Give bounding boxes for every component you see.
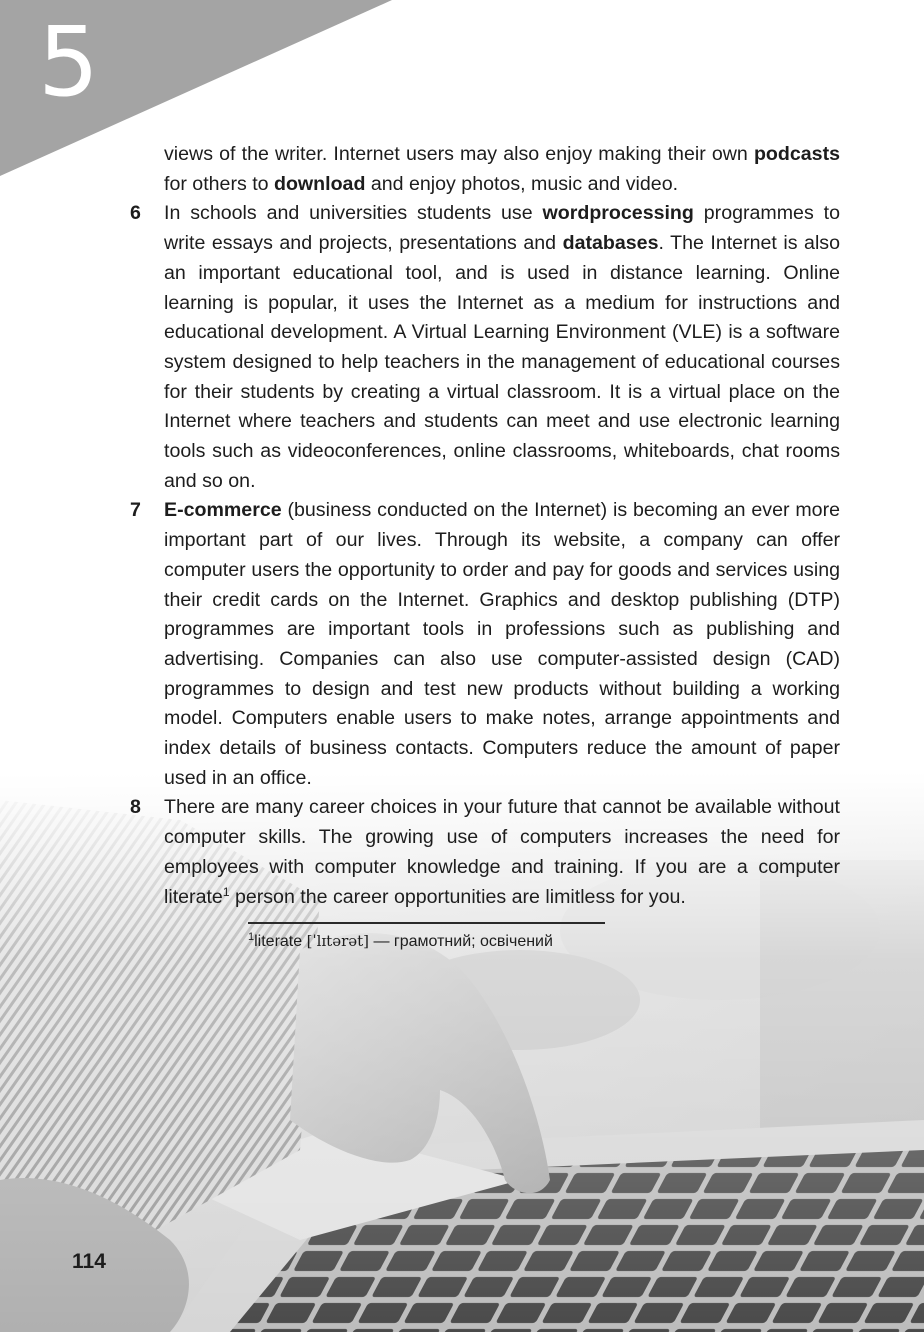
paragraph-6 <box>130 199 840 496</box>
text-segment: In schools and universities students use <box>164 202 543 225</box>
text-segment: person the career opportunities are limitless for you. <box>229 885 686 908</box>
footnote-divider <box>248 922 605 924</box>
footnote-marker: 1 <box>248 931 255 943</box>
term-databases: databases <box>562 232 659 255</box>
footnote-word: literate <box>254 933 303 950</box>
paragraph-5-continued <box>130 140 840 199</box>
term-podcasts: podcasts <box>753 143 840 165</box>
paragraph-number: 8 <box>130 796 141 819</box>
chapter-number: 5 <box>38 6 100 118</box>
footnote <box>248 930 553 953</box>
term-wordprocessing: wordprocessing <box>542 202 694 225</box>
text-segment: There are many career choices in your future that cannot be available without computer skills. The growing use of computers increases the need for employees with computer knowledge and training. If you are a computer literate <box>164 796 840 908</box>
text-segment: . The Internet is also an important educational tool, and is used in distance learning. Online learning is popular, it uses the Internet as a medium for instructions and educational development. A Virtual Learning Environment (VLE) is a software system designed to help teachers in the management of educational courses for their students by creating a virtual classroom. It is a virtual place on the Internet where teachers and students can meet and use electronic learning tools such as videoconferences, online classrooms, whiteboards, chat rooms and so on. <box>164 232 841 492</box>
paragraph-number: 7 <box>130 499 141 522</box>
term-e-commerce: E-commerce <box>164 499 282 522</box>
paragraph-number: 6 <box>130 202 141 225</box>
paragraph-7 <box>130 496 840 793</box>
paragraph-8 <box>130 793 840 912</box>
footnote-transcription: [ˈlɪtərət] <box>306 932 370 950</box>
text-column <box>130 140 840 912</box>
text-segment: programmes to write essays and projects, presentations and <box>164 202 840 255</box>
term-download: download <box>274 172 366 195</box>
text-segment: (business conducted on the Internet) is becoming an ever more important part of our lives. Through its website, a company can offer computer users the opportunity to order and pay for goods and services using their credit cards on the Internet. Graphics and desktop publishing (DTP) programmes are important tools in professions such as publishing and advertising. Companies can also use computer-assisted design (CAD) programmes to design and test new products without building a working model. Computers enable users to make notes, arrange appointments and index details of business contacts. Computers reduce the amount of paper used in an office. <box>164 499 840 789</box>
page-number: 114 <box>72 1250 106 1273</box>
footnote-translation: — грамотний; освічений <box>373 933 553 950</box>
text-segment: and enjoy photos, music and video. <box>365 172 679 195</box>
text-segment: views of the writer. Internet users may also enjoy making their own <box>164 143 754 165</box>
footnote-reference[interactable]: 1 <box>222 884 230 899</box>
text-segment: for others to <box>164 172 274 195</box>
